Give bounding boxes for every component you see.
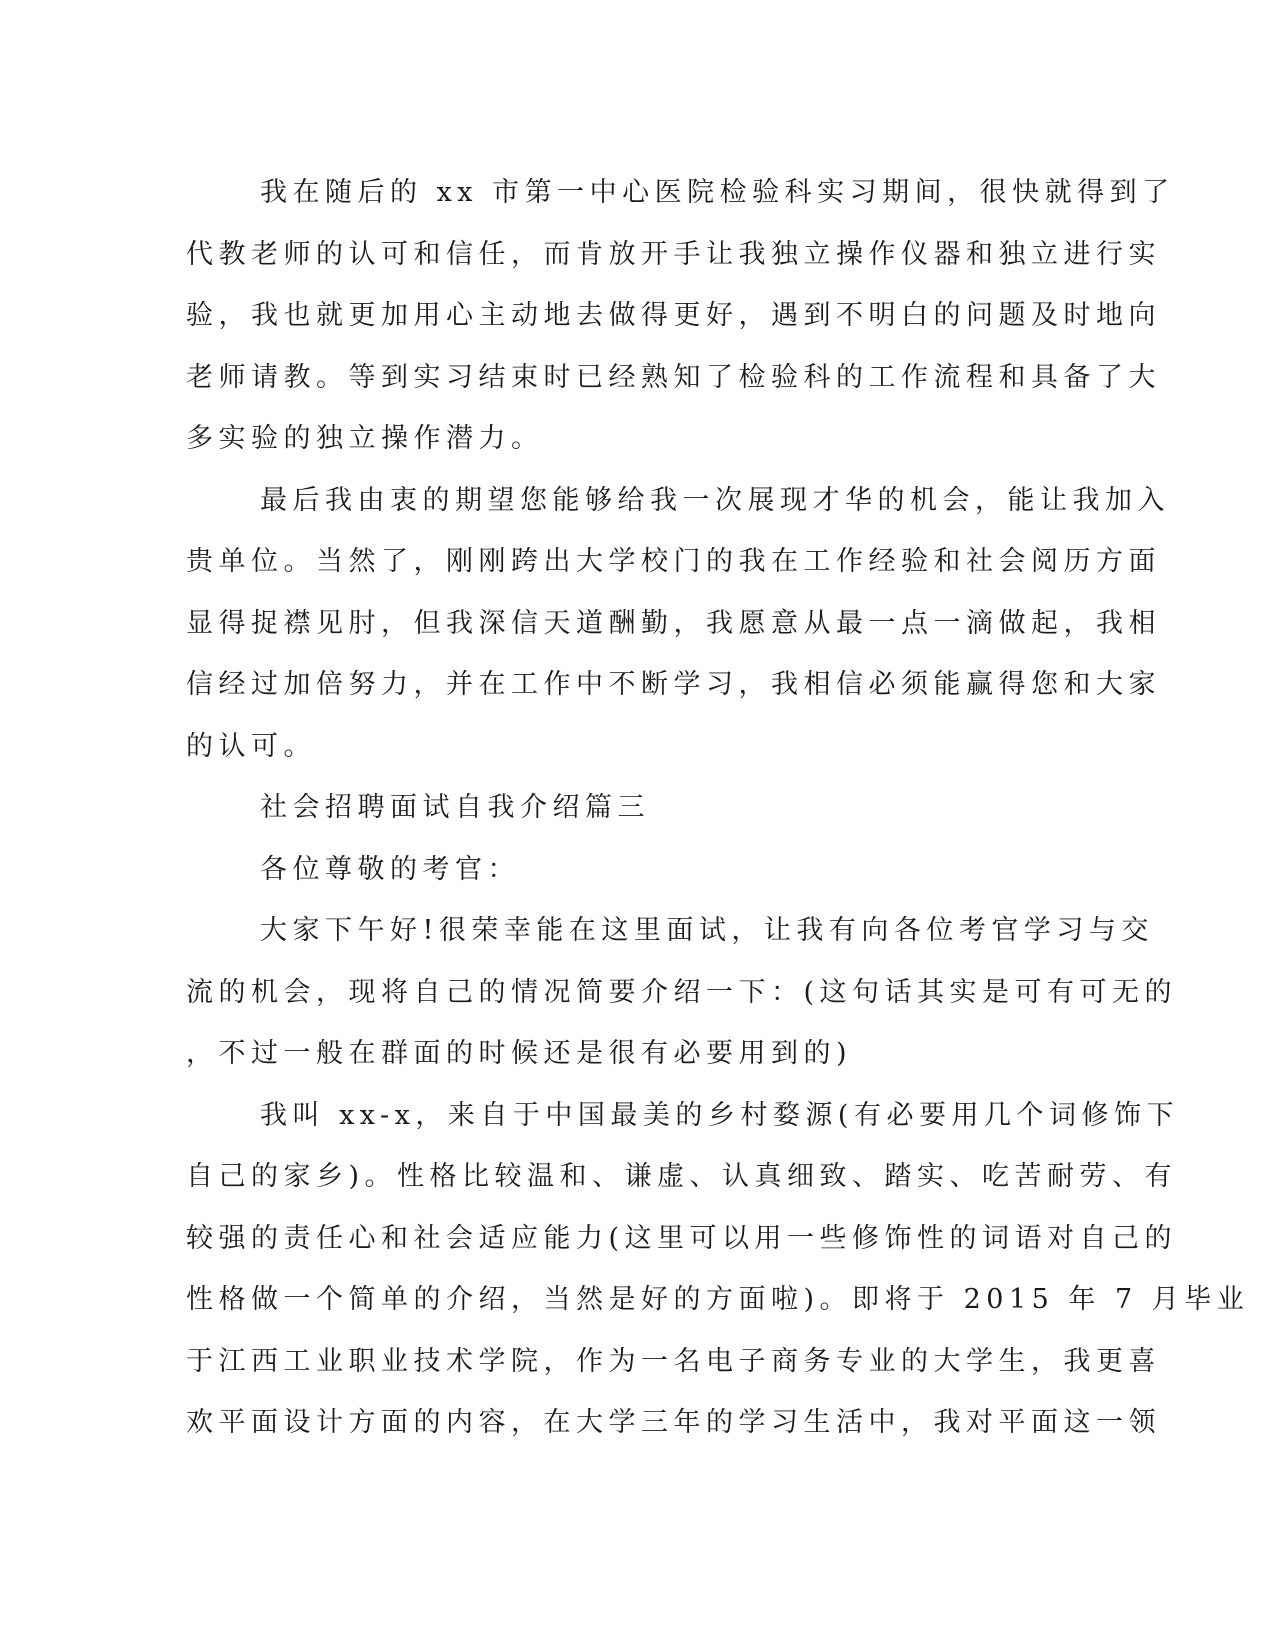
paragraph-line: 于江西工业职业技术学院，作为一名电子商务专业的大学生，我更喜 — [186, 1345, 1161, 1377]
paragraph-line: 贵单位。当然了，刚刚跨出大学校门的我在工作经验和社会阅历方面 — [186, 546, 1161, 577]
paragraph-line: 最后我由衷的期望您能够给我一次展现才华的机会，能让我加入 — [260, 484, 1170, 516]
paragraph-line: ，不过一般在群面的时候还是很有必要用到的) — [186, 1038, 853, 1069]
paragraph-line: 大家下午好!很荣幸能在这里面试，让我有向各位考官学习与交 — [260, 915, 1154, 946]
paragraph-line: 自己的家乡)。性格比较温和、谦虚、认真细致、踏实、吃苦耐劳、有 — [186, 1161, 1178, 1192]
salutation: 各位尊敬的考官： — [260, 853, 520, 885]
paragraph-line: 多实验的独立操作潜力。 — [186, 423, 544, 454]
paragraph-line: 较强的责任心和社会适应能力(这里可以用一些修饰性的词语对自己的 — [186, 1222, 1178, 1254]
paragraph-line: 欢平面设计方面的内容，在大学三年的学习生活中，我对平面这一领 — [186, 1407, 1161, 1438]
paragraph-line: 的认可。 — [186, 730, 316, 762]
paragraph-line: 我叫 xx-x，来自于中国最美的乡村婺源(有必要用几个词修饰下 — [260, 1099, 1179, 1131]
paragraph-line: 代教老师的认可和信任，而肯放开手让我独立操作仪器和独立进行实 — [186, 238, 1161, 270]
paragraph-line: 信经过加倍努力，并在工作中不断学习，我相信必须能赢得您和大家 — [186, 669, 1161, 700]
document-body — [186, 162, 1250, 1454]
paragraph-line: 老师请教。等到实习结束时已经熟知了检验科的工作流程和具备了大 — [186, 361, 1161, 393]
paragraph-line: 我在随后的 xx 市第一中心医院检验科实习期间，很快就得到了 — [260, 177, 1175, 208]
paragraph-line: 流的机会，现将自己的情况简要介绍一下：(这句话其实是可有可无的 — [186, 976, 1178, 1008]
paragraph-line: 性格做一个简单的介绍，当然是好的方面啦)。即将于 2015 年 7 月毕业 — [186, 1284, 1250, 1315]
section-heading: 社会招聘面试自我介绍篇三 — [260, 792, 650, 823]
paragraph-line: 显得捉襟见肘，但我深信天道酬勤，我愿意从最一点一滴做起，我相 — [186, 607, 1161, 639]
paragraph-line: 验，我也就更加用心主动地去做得更好，遇到不明白的问题及时地向 — [186, 300, 1161, 331]
